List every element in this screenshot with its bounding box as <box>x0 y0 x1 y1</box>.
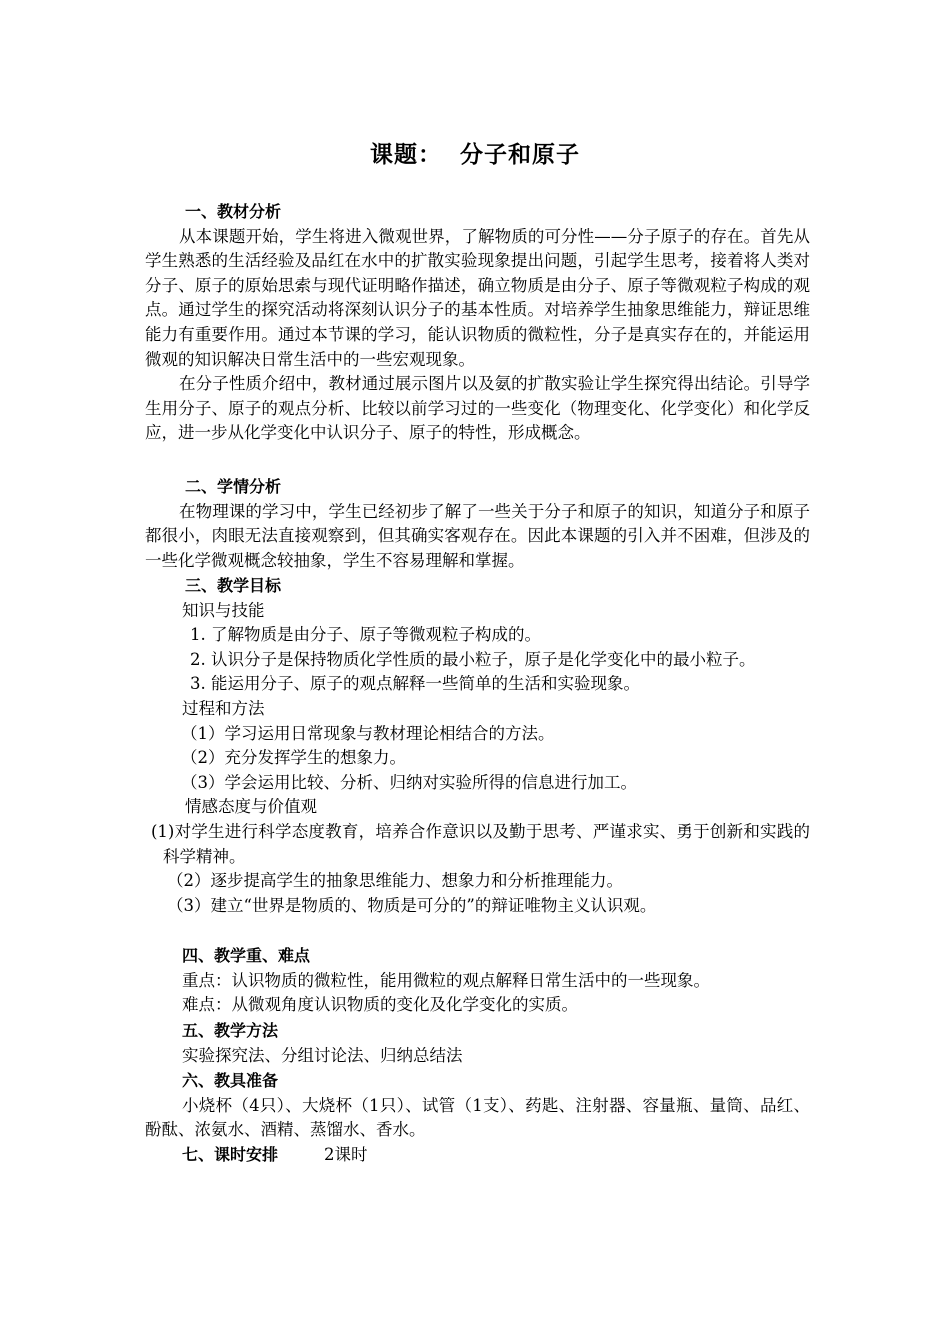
section-1-paragraph-1: 从本课题开始，学生将进入微观世界，了解物质的可分性——分子原子的存在。首先从学生熟悉的生活经验及品红在水中的扩散实验现象提出问题，引起学生思考，接着将人类对分子、原子的原始思索与现代证明略作描述，确立物质是由分子、原子等微观粒子构成的观点。通过学生的探究活动将深刻认识分子的基本性质。对培养学生抽象思维能力，辩证思维能力有重要作用。通过本节课的学习，能认识物质的微粒性，分子是真实存在的，并能运用微观的知识解决日常生活中的一些宏观现象。 <box>145 226 810 369</box>
lesson-hours: 2课时 <box>324 1145 368 1164</box>
process-item-1: （1）学习运用日常现象与教材理论相结合的方法。 <box>181 723 555 743</box>
section-1-paragraph-2: 在分子性质介绍中，教材通过展示图片以及氨的扩散实验让学生探究得出结论。引导学生用分子、原子的观点分析、比较以前学习过的一些变化（物理变化、化学变化）和化学反应，进一步从化学变化中认识分子、原子的特性，形成概念。 <box>145 374 810 443</box>
section-5-heading: 五、教学方法 <box>182 1021 279 1040</box>
section-6-heading: 六、教具准备 <box>182 1071 279 1090</box>
section-4-heading: 四、教学重、难点 <box>182 946 311 965</box>
knowledge-item-1: 1. 了解物质是由分子、原子等微观粒子构成的。 <box>190 625 541 645</box>
teaching-methods: 实验探究法、分组讨论法、归纳总结法 <box>182 1045 463 1065</box>
section-7-heading: 七、课时安排 <box>182 1145 279 1164</box>
key-point: 重点：认识物质的微粒性，能用微粒的观点解释日常生活中的一些现象。 <box>182 970 710 990</box>
process-item-3: （3）学会运用比较、分析、归纳对实验所得的信息进行加工。 <box>181 772 637 792</box>
section-3-heading: 三、教学目标 <box>185 576 282 595</box>
process-label: 过程和方法 <box>182 698 265 718</box>
knowledge-label: 知识与技能 <box>182 600 265 620</box>
emotion-item-2: （2）逐步提高学生的抽象思维能力、想象力和分析推理能力。 <box>167 871 623 891</box>
emotion-item-3: （3）建立“世界是物质的、物质是可分的”的辩证唯物主义认识观。 <box>167 895 657 915</box>
equipment-list: 小烧杯（4只）、大烧杯（1只）、试管（1支）、药匙、注射器、容量瓶、量筒、品红、酚酞、浓氨水、酒精、蒸馏水、香水。 <box>145 1095 810 1140</box>
emotion-label: 情感态度与价值观 <box>185 797 317 817</box>
section-5 <box>145 1019 810 1068</box>
section-4 <box>145 944 810 1018</box>
section-6 <box>145 1069 810 1143</box>
section-2 <box>145 475 810 573</box>
difficult-point: 难点：从微观角度认识物质的变化及化学变化的实质。 <box>182 995 578 1015</box>
emotion-item-1: (1)对学生进行科学态度教育，培养合作意识以及勤于思考、严谨求实、勇于创新和实践的科学精神。 <box>151 821 810 866</box>
section-2-heading: 二、学情分析 <box>185 477 282 496</box>
section-1 <box>145 200 810 446</box>
section-2-paragraph: 在物理课的学习中，学生已经初步了解了一些关于分子和原子的知识，知道分子和原子都很小，肉眼无法直接观察到，但其确实客观存在。因此本课题的引入并不困难，但涉及的一些化学微观概念较抽象，学生不容易理解和掌握。 <box>145 501 810 570</box>
section-1-heading: 一、教材分析 <box>185 202 282 221</box>
section-7 <box>145 1143 810 1168</box>
knowledge-item-2: 2. 认识分子是保持物质化学性质的最小粒子，原子是化学变化中的最小粒子。 <box>190 649 756 669</box>
section-3 <box>145 574 810 918</box>
knowledge-item-3: 3. 能运用分子、原子的观点解释一些简单的生活和实验现象。 <box>190 674 640 694</box>
process-item-2: （2）充分发挥学生的想象力。 <box>181 748 406 768</box>
page-title: 课题： 分子和原子 <box>369 142 580 168</box>
